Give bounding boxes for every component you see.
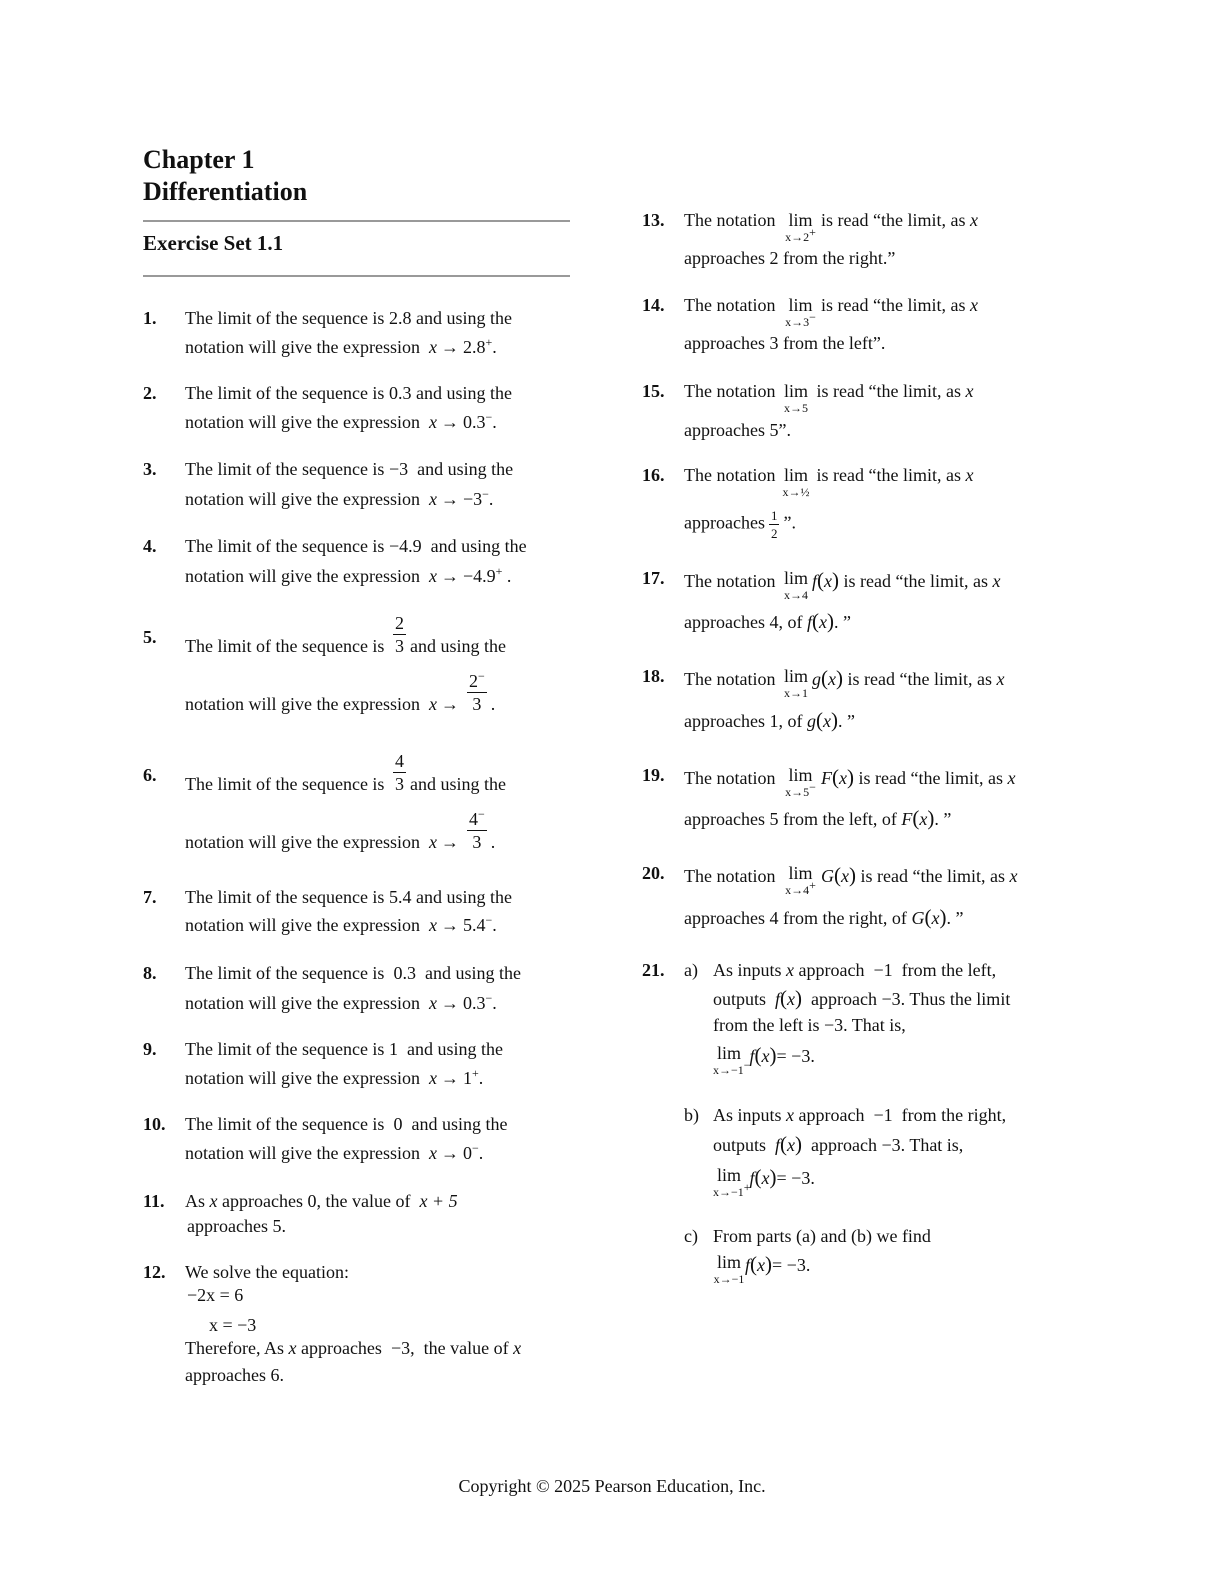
part-c-line-1: From parts (a) and (b) we find (713, 1226, 931, 1246)
item-number: 5. (143, 627, 157, 647)
part-a-limit: lim x→−1− f(x)= −3. (713, 1043, 815, 1077)
limit-operator: lim x→3− (785, 295, 816, 329)
item-line-2: notation will give the expression x → $\frac{4^-}{3}$ . (185, 807, 496, 852)
item-number: 3. (143, 459, 157, 479)
part-b-limit: lim x→−1+ f(x)= −3. (713, 1165, 815, 1199)
limit-operator: lim x→−1+ (713, 1165, 751, 1199)
item-line-2: notation will give the expression x → $\frac{2^-}{3}$ . (185, 669, 496, 714)
bottom-rule (143, 275, 570, 277)
limit-operator: lim x→4 (783, 568, 808, 602)
item-number: 2. (143, 383, 157, 403)
fraction: $\frac{1}{2}$ (770, 508, 778, 541)
part-c-limit: lim x→−1 f(x)= −3. (713, 1252, 811, 1286)
limit-operator: lim x→5 (783, 381, 808, 415)
fraction: $\frac{4}{3}$ (394, 751, 404, 794)
exercise-set-title: Exercise Set 1.1 (143, 231, 284, 255)
item-line-2: approaches 1, of g(x). ” (684, 708, 855, 732)
item-line-2: approaches 5 from the left, of F(x). ” (684, 806, 952, 830)
part-c-label: c) (684, 1226, 698, 1246)
item-line-1: The notation lim x→4+ G(x) is read “the limit, as x (684, 863, 1018, 897)
chapter-title (143, 144, 307, 208)
limit-operator: lim x→1 (783, 666, 808, 700)
item-line-1: The limit of the sequence is 2.8 and using the (185, 308, 512, 328)
chapter-number: Chapter 1 (143, 145, 255, 174)
item-number: 14. (642, 295, 665, 315)
item-line-1: The notation lim x→4 f(x) is read “the limit, as x (684, 568, 1001, 602)
item-line-1: The notation lim x→1 g(x) is read “the limit, as x (684, 666, 1005, 700)
item-line-1: The limit of the sequence is 0.3 and using the (185, 963, 521, 983)
item-line-2: approaches $\frac{1}{2}$ ”. (684, 508, 796, 541)
item-line-1: The limit of the sequence is −3 and using the (185, 459, 514, 479)
item-line-2: notation will give the expression x → 0.3−. (185, 991, 497, 1013)
item-line-1: The limit of the sequence is 0.3 and using the (185, 383, 512, 403)
item-number: 9. (143, 1039, 157, 1059)
item-line-1: The notation lim x→5− F(x) is read “the limit, as x (684, 765, 1016, 799)
item-number: 18. (642, 666, 665, 686)
item-number: 4. (143, 536, 157, 556)
item-line-1: The notation lim x→3− is read “the limit, as x (684, 295, 978, 329)
item-number: 19. (642, 765, 665, 785)
item-number: 8. (143, 963, 157, 983)
limit-operator: lim x→2+ (785, 210, 816, 244)
item-number: 6. (143, 765, 157, 785)
item-line-1: The notation lim x→5 is read “the limit, as x (684, 381, 974, 415)
item-number: 1. (143, 308, 157, 328)
item-line-2: notation will give the expression x → 0.3−. (185, 410, 497, 432)
item-line-1: The limit of the sequence is 1 and using the (185, 1039, 503, 1059)
part-a-line-1: As inputs x approach −1 from the left, (713, 960, 997, 980)
fraction: $\frac{2^-}{3}$ (468, 669, 485, 714)
part-b-label: b) (684, 1105, 699, 1125)
item-line-2: notation will give the expression x → −3−. (185, 487, 494, 509)
limit-operator: lim x→½ (782, 465, 810, 499)
item-number: 13. (642, 210, 665, 230)
item-line-2: approaches 2 from the right.” (684, 248, 896, 268)
item-number: 10. (143, 1114, 166, 1134)
item-number: 12. (143, 1262, 166, 1282)
item-line-2: approaches 4, of f(x). ” (684, 609, 851, 633)
item-line-2: notation will give the expression x → 0−. (185, 1141, 484, 1163)
part-a-line-3: from the left is −3. That is, (713, 1015, 906, 1035)
item-line-1: The limit of the sequence is $\frac{2}{3}$ and using the (185, 613, 506, 656)
equation-2: x = −3 (209, 1315, 257, 1335)
copyright-footer: Copyright © 2025 Pearson Education, Inc. (458, 1476, 766, 1496)
item-line-2: approaches 5”. (684, 420, 791, 440)
item-line-1: The limit of the sequence is $\frac{4}{3}$ and using the (185, 751, 506, 794)
item-line-1: The notation lim x→½ is read “the limit, as x (684, 465, 974, 499)
item-line-2: notation will give the expression x → 5.4−. (185, 913, 497, 935)
fraction: $\frac{4^-}{3}$ (468, 807, 485, 852)
limit-operator: lim x→−1 (713, 1252, 745, 1286)
item-line-2: approaches 4 from the right, of G(x). ” (684, 905, 964, 929)
item-line-2: approaches 3 from the left”. (684, 333, 886, 353)
item-line-1: The notation lim x→2+ is read “the limit, as x (684, 210, 978, 244)
item-line-5: approaches 6. (185, 1365, 284, 1385)
part-a-label: a) (684, 960, 698, 980)
item-line-2: notation will give the expression x → −4.9+ . (185, 564, 512, 586)
top-rule (143, 220, 570, 222)
item-line-4: Therefore, As x approaches −3, the value of x (185, 1338, 522, 1358)
fraction: $\frac{2}{3}$ (394, 613, 404, 656)
item-number: 16. (642, 465, 665, 485)
part-a-line-2: outputs f(x) approach −3. Thus the limit (713, 986, 1011, 1010)
item-line-2: approaches 5. (187, 1216, 286, 1236)
item-line-1: As x approaches 0, the value of x + 5 (185, 1191, 458, 1211)
item-line-1: The limit of the sequence is 0 and using the (185, 1114, 508, 1134)
item-line-2: notation will give the expression x → 1+. (185, 1066, 484, 1088)
item-line-1: The limit of the sequence is 5.4 and using the (185, 887, 512, 907)
item-number: 15. (642, 381, 665, 401)
item-number: 20. (642, 863, 665, 883)
item-number: 11. (143, 1191, 165, 1211)
item-number: 17. (642, 568, 665, 588)
part-b-line-2: outputs f(x) approach −3. That is, (713, 1132, 964, 1156)
limit-operator: lim x→4+ (785, 863, 816, 897)
limit-operator: lim x→−1− (713, 1043, 751, 1077)
chapter-name: Differentiation (143, 177, 308, 206)
equation-1: −2x = 6 (187, 1285, 244, 1305)
part-b-line-1: As inputs x approach −1 from the right, (713, 1105, 1007, 1125)
item-line-1: The limit of the sequence is −4.9 and using the (185, 536, 527, 556)
item-number: 21. (642, 960, 665, 980)
item-line-2: notation will give the expression x → 2.8+. (185, 335, 497, 357)
item-number: 7. (143, 887, 157, 907)
item-line-1: We solve the equation: (185, 1262, 350, 1282)
limit-operator: lim x→5− (785, 765, 816, 799)
